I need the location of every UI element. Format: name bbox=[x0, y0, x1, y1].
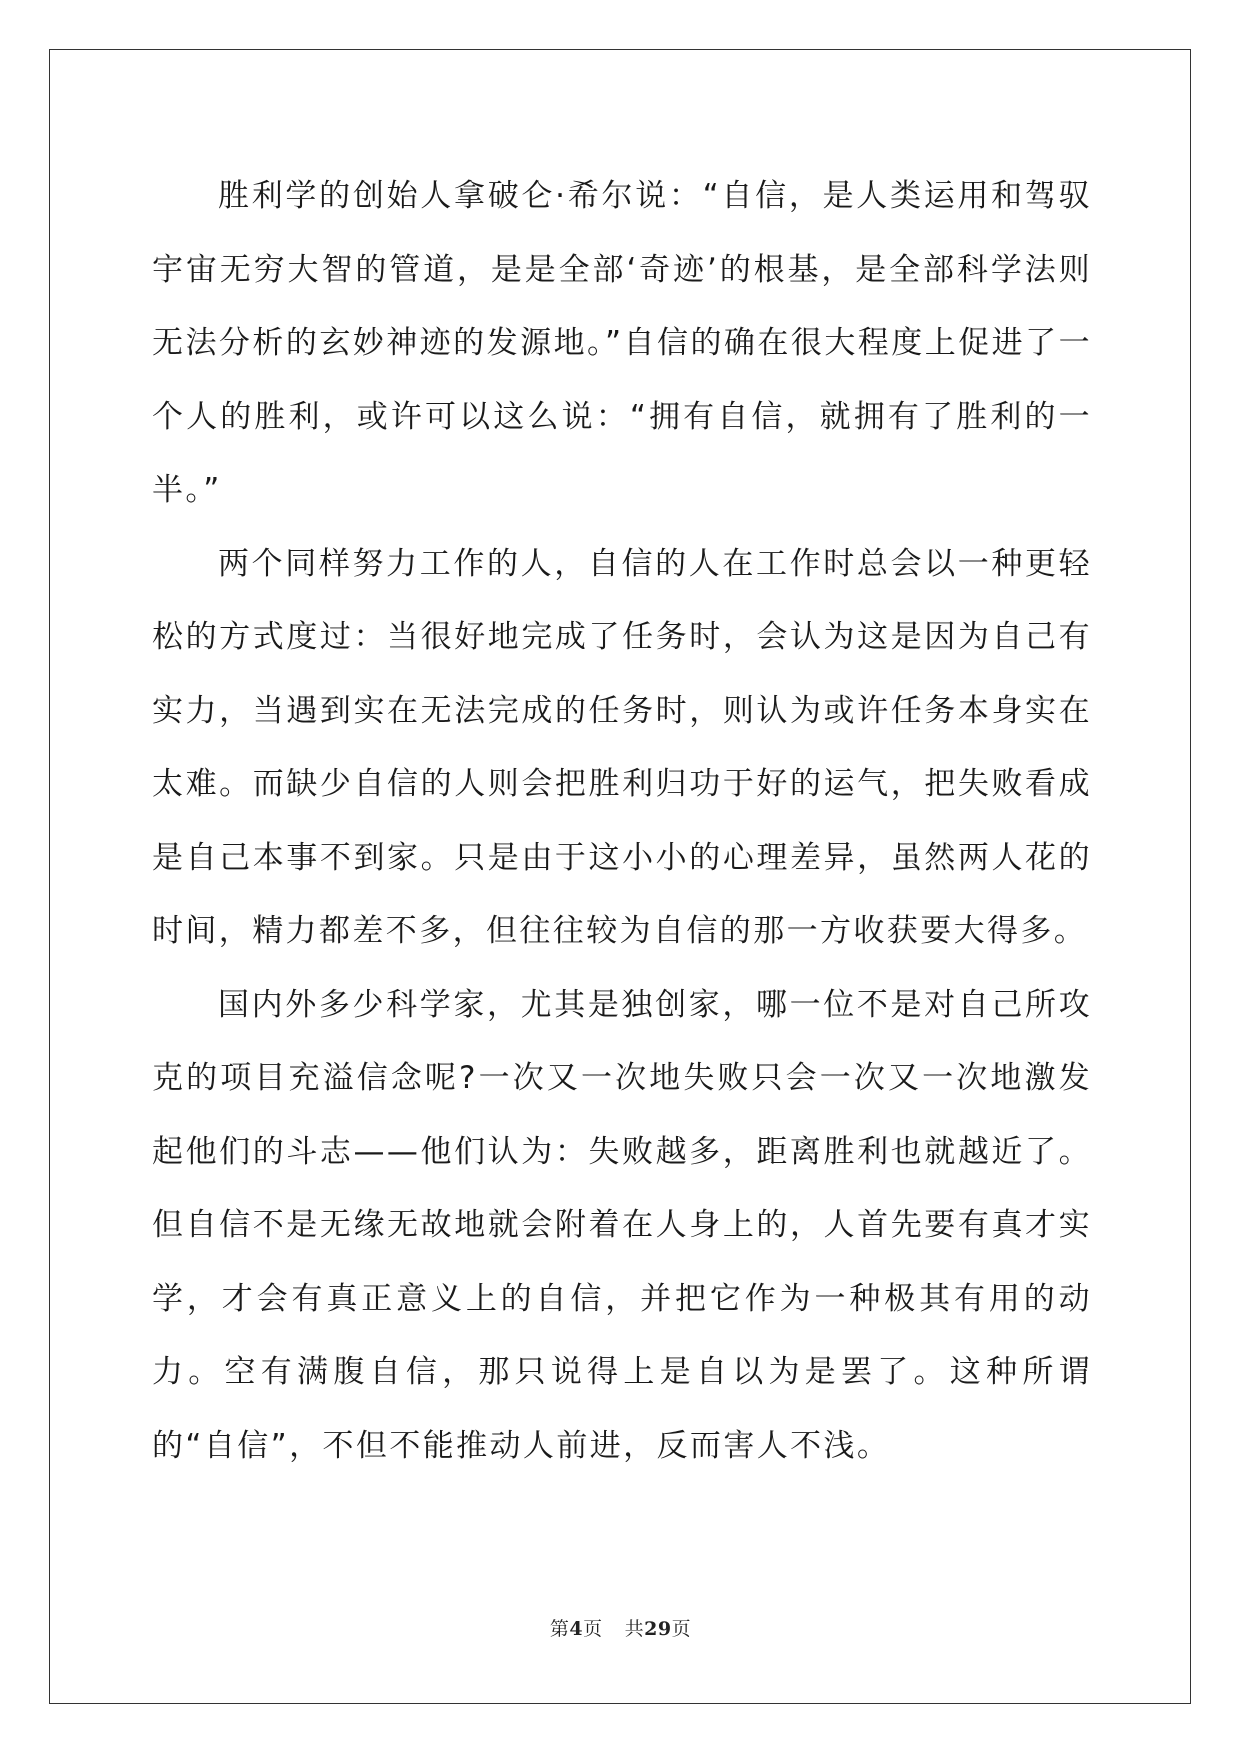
page-footer bbox=[0, 1614, 1241, 1641]
total-pages: 29 bbox=[644, 1618, 672, 1640]
page-prefix: 第 bbox=[549, 1618, 570, 1640]
total-prefix: 共 bbox=[624, 1618, 645, 1640]
total-suffix: 页 bbox=[671, 1618, 692, 1640]
paragraph-2: 两个同样努力工作的人，自信的人在工作时总会以一种更轻松的方式度过：当很好地完成了任务时，会认为这是因为自己有实力，当遇到实在无法完成的任务时，则认为或许任务本身实在太难。而缺少自信的人则会把胜利归功于好的运气，把失败看成是自己本事不到家。只是由于这小小的心理差异，虽然两人花的时间，精力都差不多，但往往较为自信的那一方收获要大得多。 bbox=[152, 545, 1092, 949]
page-number: 4 bbox=[569, 1618, 584, 1640]
page-suffix: 页 bbox=[583, 1618, 603, 1640]
paragraph-3: 国内外多少科学家，尤其是独创家，哪一位不是对自己所攻克的项目充溢信念呢?一次又一次地失败只会一次又一次地激发起他们的斗志——他们认为：失败越多，距离胜利也就越近了。但自信不是无缘无故地就会附着在人身上的，人首先要有真才实学，才会有真正意义上的自信，并把它作为一种极其有用的动力。空有满腹自信，那只说得上是自以为是罢了。这种所谓的“自信”，不但不能推动人前进，反而害人不浅。 bbox=[152, 986, 1092, 1464]
paragraph-1: 胜利学的创始人拿破仑·希尔说：“自信，是人类运用和驾驭宇宙无穷大智的管道，是是全部‘奇迹’的根基，是全部科学法则无法分析的玄妙神迹的发源地。”自信的确在很大程度上促进了一个人的胜利，或许可以这么说：“拥有自信，就拥有了胜利的一半。” bbox=[152, 178, 1092, 508]
document-body bbox=[152, 160, 1092, 1483]
